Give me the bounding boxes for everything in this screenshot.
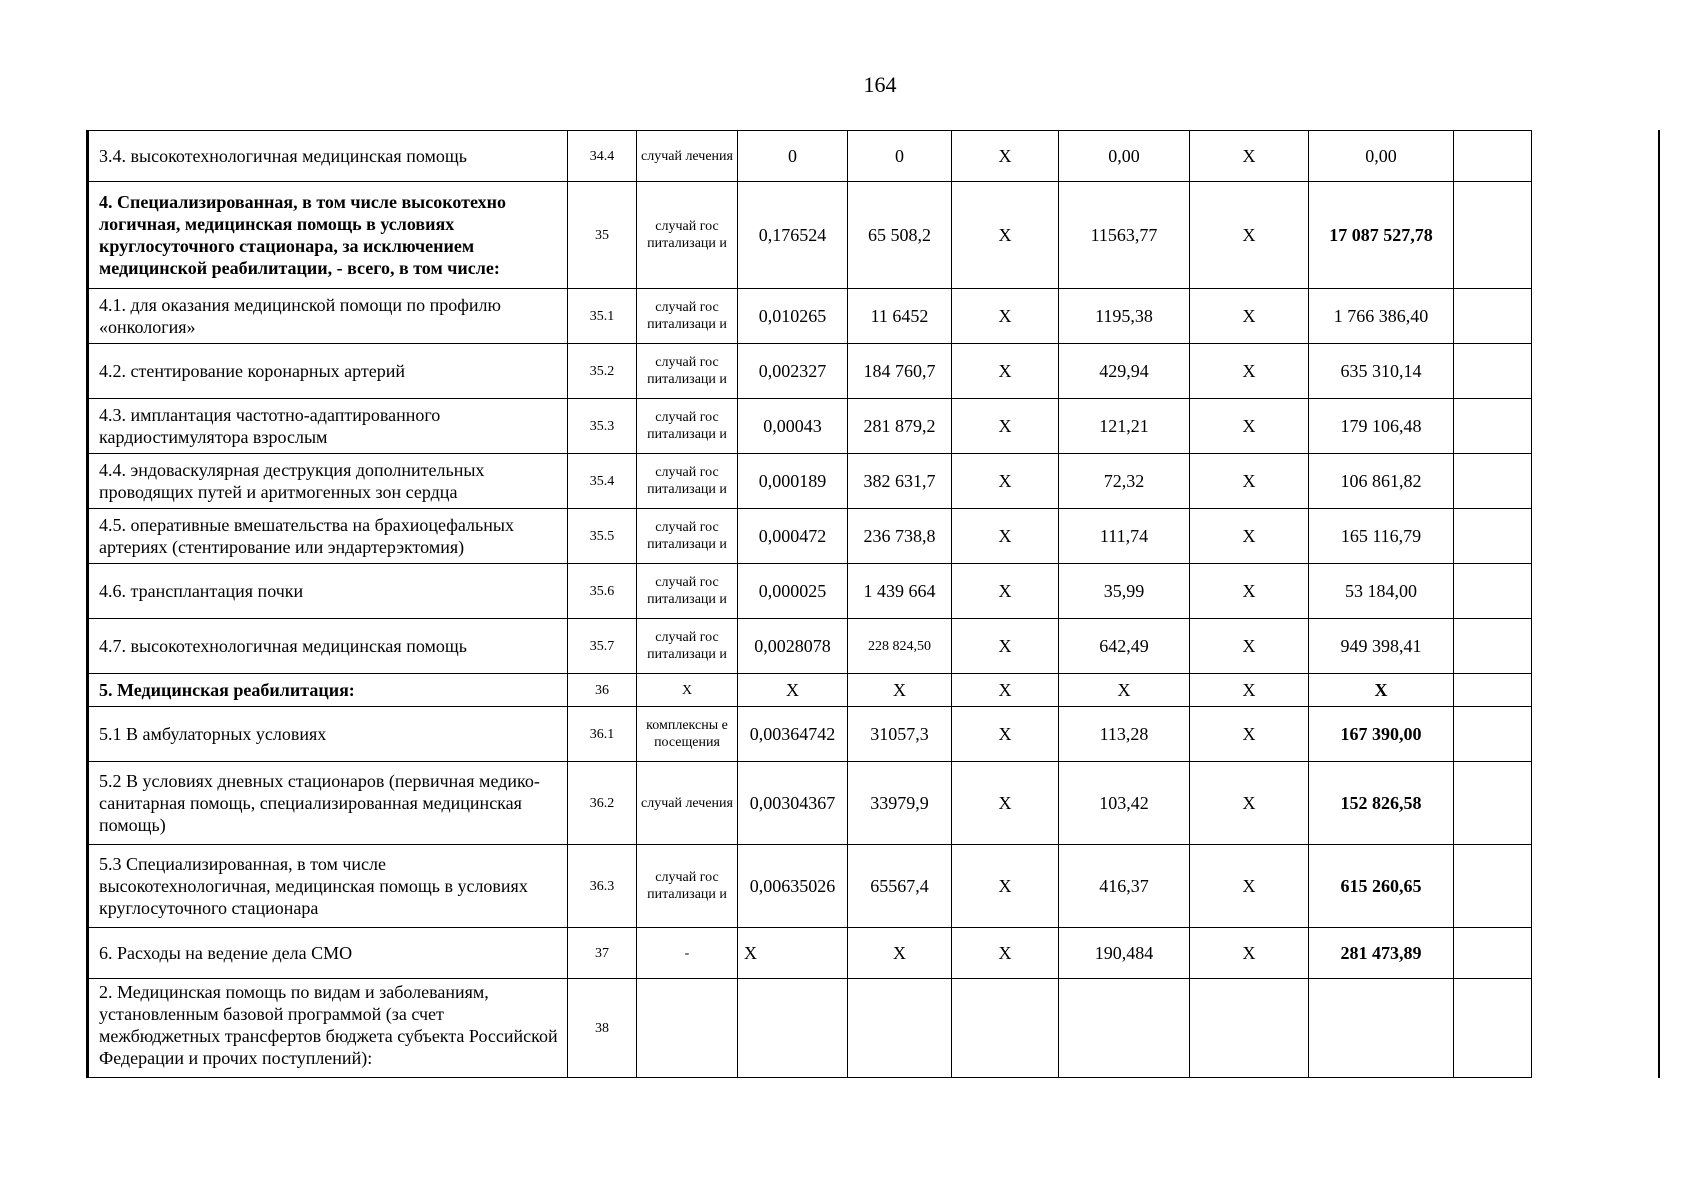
row-value	[1309, 979, 1454, 1078]
row-value: Х	[952, 619, 1059, 674]
row-value: 0,010265	[738, 289, 848, 344]
row-value: 106 861,82	[1309, 454, 1454, 509]
row-name: 5.2 В условиях дневных стационаров (первичная медико-санитарная помощь, специализированная медицинская помощь)	[89, 762, 568, 845]
row-value: 1 766 386,40	[1309, 289, 1454, 344]
row-value: 949 398,41	[1309, 619, 1454, 674]
table-row	[89, 344, 1663, 399]
row-unit: комплексны е посещения	[637, 707, 738, 762]
row-value: 184 760,7	[848, 344, 952, 399]
row-value: 121,21	[1059, 399, 1190, 454]
row-value: 228 824,50	[848, 619, 952, 674]
row-value: 0	[848, 131, 952, 182]
row-name: 4.4. эндоваскулярная деструкция дополнительных проводящих путей и аритмогенных зон сердца	[89, 454, 568, 509]
row-unit: случай лечения	[637, 131, 738, 182]
row-number: 36.1	[568, 707, 637, 762]
row-unit: -	[637, 928, 738, 979]
row-value: Х	[738, 674, 848, 707]
row-value: 0,00043	[738, 399, 848, 454]
row-number: 35.1	[568, 289, 637, 344]
row-value: Х	[1190, 131, 1309, 182]
row-value: 65567,4	[848, 845, 952, 928]
row-value: Х	[1190, 619, 1309, 674]
row-value: 1 439 664	[848, 564, 952, 619]
row-value: 236 738,8	[848, 509, 952, 564]
row-value: Х	[1190, 454, 1309, 509]
row-value: 65 508,2	[848, 182, 952, 289]
row-value: 0,000189	[738, 454, 848, 509]
row-unit: случай гос питализаци и	[637, 564, 738, 619]
row-value: 165 116,79	[1309, 509, 1454, 564]
row-unit: случай гос питализаци и	[637, 344, 738, 399]
table-row	[89, 182, 1663, 289]
row-value: Х	[1190, 182, 1309, 289]
row-value: Х	[952, 928, 1059, 979]
table-row	[89, 289, 1663, 344]
financing-table	[88, 130, 1663, 1078]
row-value: 113,28	[1059, 707, 1190, 762]
row-number: 35.4	[568, 454, 637, 509]
row-value: 382 631,7	[848, 454, 952, 509]
row-number: 35	[568, 182, 637, 289]
row-name: 4.1. для оказания медицинской помощи по профилю «онкология»	[89, 289, 568, 344]
row-empty-cell	[1454, 707, 1532, 762]
row-empty-cell	[1454, 564, 1532, 619]
row-value: Х	[952, 399, 1059, 454]
row-number: 35.5	[568, 509, 637, 564]
row-value	[1059, 979, 1190, 1078]
row-name: 4.7. высокотехнологичная медицинская помощь	[89, 619, 568, 674]
row-name: 4.6. трансплантация почки	[89, 564, 568, 619]
row-value: Х	[1190, 399, 1309, 454]
row-value: Х	[952, 845, 1059, 928]
row-number: 37	[568, 928, 637, 979]
row-value: 0	[738, 131, 848, 182]
row-value: 0,176524	[738, 182, 848, 289]
row-number: 35.2	[568, 344, 637, 399]
row-value: 111,74	[1059, 509, 1190, 564]
row-value: 190,484	[1059, 928, 1190, 979]
row-value: Х	[1190, 289, 1309, 344]
row-value: 0,00304367	[738, 762, 848, 845]
table-row	[89, 619, 1663, 674]
row-value: Х	[952, 564, 1059, 619]
row-number: 35.6	[568, 564, 637, 619]
row-empty-cell	[1454, 182, 1532, 289]
row-value: 0,000472	[738, 509, 848, 564]
row-value: Х	[952, 131, 1059, 182]
row-empty-cell	[1454, 845, 1532, 928]
table-row	[89, 845, 1663, 928]
row-value	[1190, 979, 1309, 1078]
row-number: 34.4	[568, 131, 637, 182]
row-value: 0,002327	[738, 344, 848, 399]
row-value: 416,37	[1059, 845, 1190, 928]
table-row	[89, 131, 1663, 182]
row-unit: случай гос питализаци и	[637, 509, 738, 564]
table-row	[89, 564, 1663, 619]
row-value: Х	[1309, 674, 1454, 707]
row-value: Х	[952, 762, 1059, 845]
table-row	[89, 707, 1663, 762]
row-value: 281 473,89	[1309, 928, 1454, 979]
table-row	[89, 928, 1663, 979]
table-row	[89, 454, 1663, 509]
row-value: Х	[1190, 344, 1309, 399]
row-value: 0,00635026	[738, 845, 848, 928]
row-value: 11 6452	[848, 289, 952, 344]
row-unit: случай гос питализаци и	[637, 289, 738, 344]
row-empty-cell	[1454, 509, 1532, 564]
row-name: 4.2. стентирование коронарных артерий	[89, 344, 568, 399]
row-value: Х	[738, 928, 848, 979]
row-name: 6. Расходы на ведение дела СМО	[89, 928, 568, 979]
financing-table-container	[86, 130, 1660, 1078]
table-row	[89, 674, 1663, 707]
row-value: 615 260,65	[1309, 845, 1454, 928]
row-value: 17 087 527,78	[1309, 182, 1454, 289]
table-row	[89, 762, 1663, 845]
table-row	[89, 509, 1663, 564]
row-value: Х	[952, 674, 1059, 707]
row-value: Х	[952, 182, 1059, 289]
table-row	[89, 399, 1663, 454]
row-unit: случай гос питализаци и	[637, 454, 738, 509]
row-name: 5. Медицинская реабилитация:	[89, 674, 568, 707]
row-value: Х	[952, 509, 1059, 564]
row-unit	[637, 979, 738, 1078]
row-value: 72,32	[1059, 454, 1190, 509]
row-name: 3.4. высокотехнологичная медицинская помощь	[89, 131, 568, 182]
row-empty-cell	[1454, 674, 1532, 707]
row-value: 152 826,58	[1309, 762, 1454, 845]
row-empty-cell	[1454, 979, 1532, 1078]
row-empty-cell	[1454, 344, 1532, 399]
row-number: 38	[568, 979, 637, 1078]
row-number: 35.3	[568, 399, 637, 454]
row-value: 429,94	[1059, 344, 1190, 399]
row-value: 53 184,00	[1309, 564, 1454, 619]
row-name: 4. Специализированная, в том числе высокотехно логичная, медицинская помощь в условиях круглосуточного стационара, за исключением медицинской реабилитации, - всего, в том числе:	[89, 182, 568, 289]
row-value: Х	[952, 344, 1059, 399]
row-empty-cell	[1454, 619, 1532, 674]
row-value: 1195,38	[1059, 289, 1190, 344]
row-value: 0,00	[1059, 131, 1190, 182]
row-value: Х	[1059, 674, 1190, 707]
row-value	[952, 979, 1059, 1078]
row-number: 35.7	[568, 619, 637, 674]
row-value: Х	[848, 928, 952, 979]
row-unit: случай гос питализаци и	[637, 182, 738, 289]
row-value: Х	[1190, 845, 1309, 928]
row-value: 33979,9	[848, 762, 952, 845]
row-empty-cell	[1454, 928, 1532, 979]
row-value: 103,42	[1059, 762, 1190, 845]
row-value: Х	[1190, 509, 1309, 564]
row-value: Х	[952, 454, 1059, 509]
row-value: Х	[952, 707, 1059, 762]
row-empty-cell	[1454, 454, 1532, 509]
page-number: 164	[863, 72, 897, 97]
row-name: 4.5. оперативные вмешательства на брахиоцефальных артериях (стентирование или эндартерэктомия)	[89, 509, 568, 564]
row-value: Х	[952, 289, 1059, 344]
row-empty-cell	[1454, 131, 1532, 182]
row-value: 0,00364742	[738, 707, 848, 762]
row-value: 0,000025	[738, 564, 848, 619]
row-value: 635 310,14	[1309, 344, 1454, 399]
row-number: 36	[568, 674, 637, 707]
row-name: 5.3 Специализированная, в том числе высокотехнологичная, медицинская помощь в условиях круглосуточного стационара	[89, 845, 568, 928]
row-unit: случай гос питализаци и	[637, 619, 738, 674]
row-empty-cell	[1454, 762, 1532, 845]
row-value: 31057,3	[848, 707, 952, 762]
row-value: 0,00	[1309, 131, 1454, 182]
row-number: 36.3	[568, 845, 637, 928]
row-value: 35,99	[1059, 564, 1190, 619]
row-unit: случай гос питализаци и	[637, 399, 738, 454]
row-value: Х	[1190, 707, 1309, 762]
row-unit: случай гос питализаци и	[637, 845, 738, 928]
row-unit: случай лечения	[637, 762, 738, 845]
row-value	[848, 979, 952, 1078]
row-value: 281 879,2	[848, 399, 952, 454]
row-value: 11563,77	[1059, 182, 1190, 289]
row-value: 642,49	[1059, 619, 1190, 674]
row-value: 0,0028078	[738, 619, 848, 674]
row-value	[738, 979, 848, 1078]
row-value: Х	[1190, 928, 1309, 979]
table-row	[89, 979, 1663, 1078]
row-value: Х	[1190, 762, 1309, 845]
row-name: 4.3. имплантация частотно-адаптированного кардиостимулятора взрослым	[89, 399, 568, 454]
row-empty-cell	[1454, 399, 1532, 454]
row-name: 5.1 В амбулаторных условиях	[89, 707, 568, 762]
row-value: Х	[1190, 564, 1309, 619]
row-value: 179 106,48	[1309, 399, 1454, 454]
row-value: 167 390,00	[1309, 707, 1454, 762]
row-value: Х	[1190, 674, 1309, 707]
row-unit: Х	[637, 674, 738, 707]
row-name: 2. Медицинская помощь по видам и заболеваниям, установленным базовой программой (за счет межбюджетных трансфертов бюджета субъекта Российской Федерации и прочих поступлений):	[89, 979, 568, 1078]
row-empty-cell	[1454, 289, 1532, 344]
row-value: Х	[848, 674, 952, 707]
row-number: 36.2	[568, 762, 637, 845]
